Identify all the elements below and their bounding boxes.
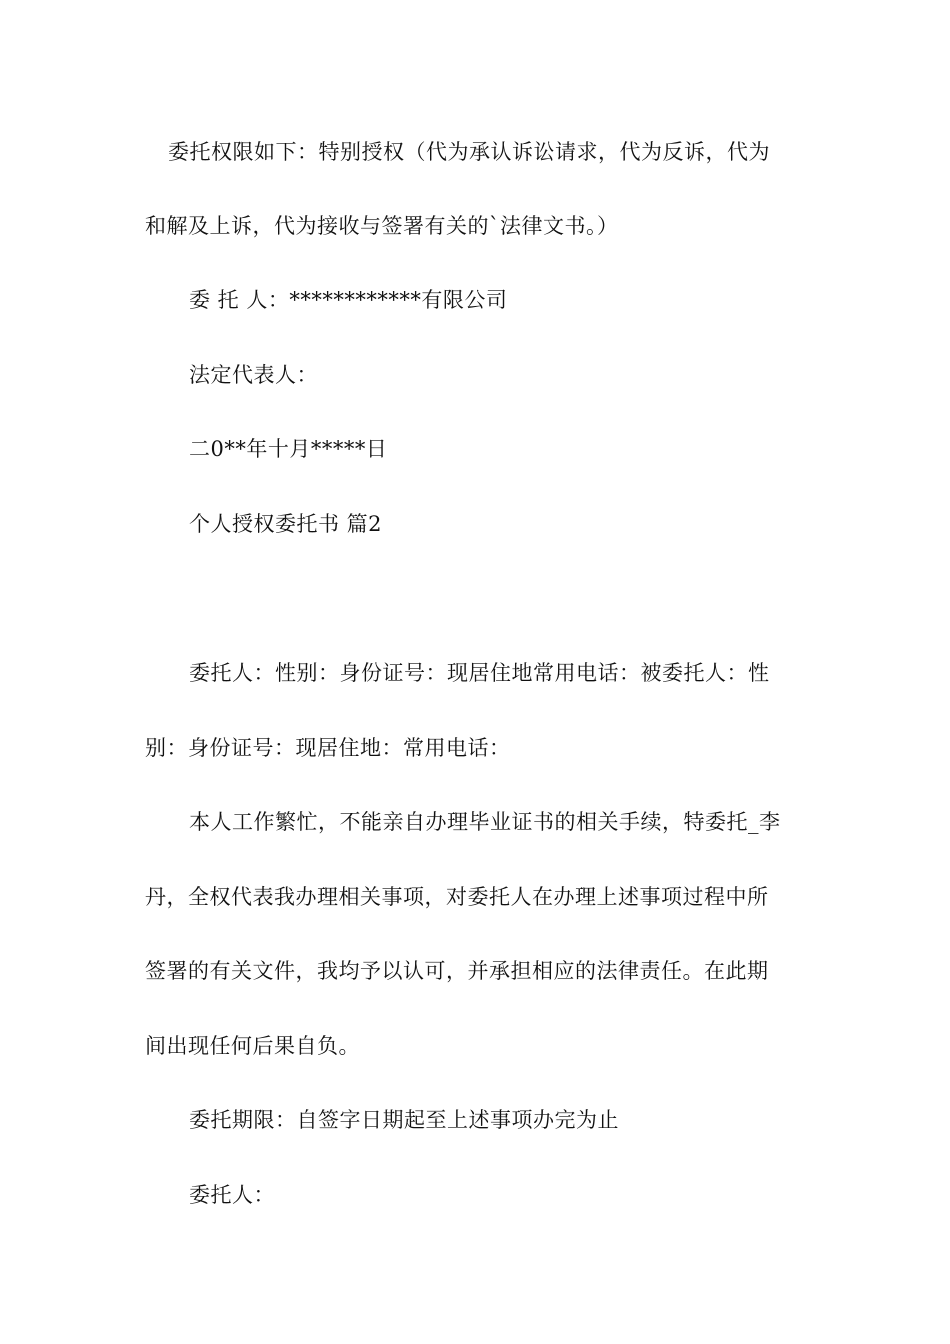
term-line: 委托期限：自签字日期起至上述事项办完为止 xyxy=(189,1108,619,1132)
date-line: 二0**年十月*****日 xyxy=(189,437,388,461)
delegation-line-4: 间出现任何后果自负。 xyxy=(145,1034,360,1058)
signer-line: 委托人： xyxy=(189,1183,275,1207)
delegation-line-2: 丹，全权代表我办理相关事项，对委托人在办理上述事项过程中所 xyxy=(145,885,769,909)
delegation-line-1: 本人工作繁忙，不能亲自办理毕业证书的相关手续，特委托_李 xyxy=(189,810,781,834)
authority-scope-line-2: 和解及上诉，代为接收与签署有关的`法律文书。） xyxy=(145,214,619,238)
legal-representative-line: 法定代表人： xyxy=(189,363,318,387)
section-title: 个人授权委托书 篇2 xyxy=(189,512,383,536)
personal-info-line-1: 委托人：性别：身份证号：现居住地常用电话：被委托人：性 xyxy=(189,661,770,685)
personal-info-line-2: 别：身份证号：现居住地：常用电话： xyxy=(145,736,511,760)
principal-line: 委 托 人：************有限公司 xyxy=(189,288,508,312)
delegation-line-3: 签署的有关文件，我均予以认可，并承担相应的法律责任。在此期 xyxy=(145,959,769,983)
authority-scope-line-1: 委托权限如下：特别授权（代为承认诉讼请求，代为反诉，代为 xyxy=(168,140,770,164)
